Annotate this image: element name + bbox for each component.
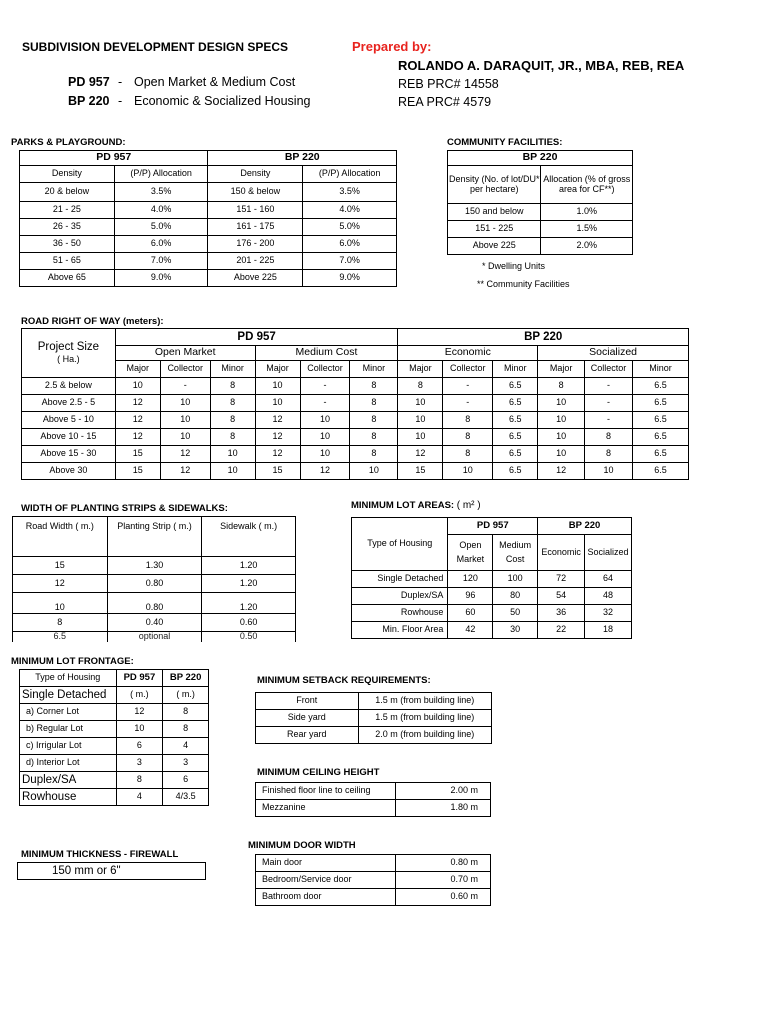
table-cell: 151 - 160 [208, 202, 303, 219]
table-cell: 6.5 [493, 463, 538, 480]
table-cell: 15 [115, 446, 160, 463]
table-cell: 1.5 m (from building line) [358, 693, 491, 710]
road-section-title: ROAD RIGHT OF WAY (meters): [21, 316, 164, 327]
table-cell: 10 [13, 593, 108, 614]
table-cell: Above 225 [448, 238, 541, 255]
road-col-major: Major [115, 361, 160, 378]
lot-areas-pd957-header: PD 957 [448, 518, 538, 535]
table-cell: 6.5 [493, 378, 538, 395]
road-col-minor: Minor [350, 361, 398, 378]
table-cell: 15 [398, 463, 443, 480]
road-col-collector: Collector [585, 361, 633, 378]
road-socialized-header: Socialized [538, 346, 689, 361]
table-cell: d) Interior Lot [20, 755, 117, 772]
table-cell: Side yard [256, 710, 359, 727]
road-pd957-header: PD 957 [115, 329, 398, 346]
table-cell: 0.80 m [396, 855, 491, 872]
frontage-bp220-header: BP 220 [163, 670, 209, 687]
table-row [256, 855, 491, 872]
table-cell: 36 [538, 605, 585, 622]
table-row [13, 632, 296, 642]
table-cell: 5.0% [114, 219, 208, 236]
table-cell: 12 [255, 412, 300, 429]
table-cell: 12 [115, 429, 160, 446]
table-cell: 1.30 [107, 557, 202, 575]
table-cell: a) Corner Lot [20, 704, 117, 721]
table-cell: 10 [538, 412, 585, 429]
table-cell: 30 [493, 622, 538, 639]
table-cell: Duplex/SA [352, 588, 448, 605]
lot-areas-section-title [351, 500, 481, 511]
frontage-type-header: Type of Housing [20, 670, 117, 687]
lot-areas-title: MINIMUM LOT AREAS: [351, 500, 455, 511]
table-row [22, 463, 689, 480]
table-cell: 150 and below [448, 204, 541, 221]
table-cell: 8 [116, 772, 163, 789]
frontage-table [19, 669, 209, 806]
table-cell: 12 [115, 395, 160, 412]
table-cell: 10 [300, 412, 350, 429]
community-col-alloc: Allocation (% of gross area for CF**) [541, 166, 633, 204]
lot-areas-unit: ( m² ) [456, 500, 481, 511]
table-cell: 18 [585, 622, 632, 639]
table-cell: 12 [255, 446, 300, 463]
road-col-minor: Minor [633, 361, 689, 378]
table-cell: 8 [210, 378, 255, 395]
community-bp220-header: BP 220 [448, 151, 633, 166]
table-cell: 8 [443, 412, 493, 429]
community-section-title: COMMUNITY FACILITIES: [447, 137, 563, 148]
table-cell: 6.0% [114, 236, 208, 253]
planting-col-strip: Planting Strip ( m.) [107, 517, 202, 557]
table-cell: 2.0% [541, 238, 633, 255]
table-row [20, 755, 209, 772]
table-cell: - [443, 378, 493, 395]
table-cell: 10 [398, 395, 443, 412]
table-cell: Bedroom/Service door [256, 872, 396, 889]
community-table [447, 150, 633, 255]
table-cell: 60 [448, 605, 493, 622]
door-section-title: MINIMUM DOOR WIDTH [248, 840, 356, 851]
parks-col-density: Density [208, 166, 303, 183]
table-row [352, 605, 632, 622]
parks-table [19, 150, 397, 287]
road-table [21, 328, 689, 480]
table-cell: 1.20 [202, 557, 296, 575]
table-row [20, 236, 397, 253]
table-cell: 8 [443, 429, 493, 446]
table-row [13, 575, 296, 593]
table-cell: 8 [350, 378, 398, 395]
table-cell: 12 [160, 463, 210, 480]
table-cell: 10 [255, 378, 300, 395]
table-cell: 6.5 [633, 429, 689, 446]
table-cell: - [443, 395, 493, 412]
table-cell: 8 [443, 446, 493, 463]
door-table [255, 854, 491, 906]
planting-table [12, 516, 296, 642]
ceiling-table [255, 782, 491, 817]
community-facilities-note: ** Community Facilities [477, 279, 570, 289]
firewall-section-title: MINIMUM THICKNESS - FIREWALL [21, 849, 179, 860]
law-desc: Economic & Socialized Housing [134, 94, 311, 108]
setback-table [255, 692, 492, 744]
table-row [352, 571, 632, 588]
table-cell: 10 [350, 463, 398, 480]
table-row [256, 710, 492, 727]
table-row [256, 727, 492, 744]
table-cell: 10 [300, 446, 350, 463]
table-row [20, 772, 209, 789]
table-cell: 1.5 m (from building line) [358, 710, 491, 727]
table-cell: 6.5 [493, 429, 538, 446]
table-cell: 201 - 225 [208, 253, 303, 270]
table-cell: 42 [448, 622, 493, 639]
table-cell: 6.0% [303, 236, 397, 253]
table-cell: 6.5 [633, 412, 689, 429]
law-dash: - [118, 94, 123, 108]
road-open-market-header: Open Market [115, 346, 255, 361]
table-cell: 8 [210, 429, 255, 446]
table-cell: 2.0 m (from building line) [358, 727, 491, 744]
lot-areas-col-open-market: Open Market [448, 535, 493, 571]
table-cell: 1.0% [541, 204, 633, 221]
table-cell: 4 [116, 789, 163, 806]
table-cell: 6.5 [493, 446, 538, 463]
table-cell: 48 [585, 588, 632, 605]
table-cell: - [585, 378, 633, 395]
table-cell: 4/3.5 [163, 789, 209, 806]
table-row [448, 221, 633, 238]
table-cell: 6.5 [633, 446, 689, 463]
table-cell: 12 [255, 429, 300, 446]
table-cell: 10 [300, 429, 350, 446]
table-cell: 1.20 [202, 593, 296, 614]
project-size-unit: ( Ha.) [57, 354, 80, 365]
lot-areas-col-socialized: Socialized [585, 535, 632, 571]
table-cell: 9.0% [114, 270, 208, 287]
table-cell: 0.40 [107, 614, 202, 632]
table-row [20, 183, 397, 202]
table-cell: - [300, 378, 350, 395]
table-cell: b) Regular Lot [20, 721, 117, 738]
table-row [352, 622, 632, 639]
table-cell: 10 [398, 412, 443, 429]
table-cell: 32 [585, 605, 632, 622]
table-cell: 20 & below [20, 183, 115, 202]
table-cell: 8 [163, 704, 209, 721]
table-cell: 4.0% [303, 202, 397, 219]
table-cell: 10 [160, 395, 210, 412]
law-desc: Open Market & Medium Cost [134, 75, 296, 89]
table-row [256, 783, 491, 800]
law-bp220 [68, 94, 310, 108]
table-cell: 10 [160, 412, 210, 429]
table-row [22, 429, 689, 446]
law-code: PD 957 [68, 75, 110, 89]
table-cell: 120 [448, 571, 493, 588]
table-cell: 80 [493, 588, 538, 605]
table-row [22, 395, 689, 412]
table-cell: 8 [13, 614, 108, 632]
lot-areas-col-medium-cost: Medium Cost [493, 535, 538, 571]
frontage-pd957-header: PD 957 [116, 670, 163, 687]
table-cell: Rowhouse [20, 789, 117, 806]
table-cell: 0.60 m [396, 889, 491, 906]
lot-areas-bp220-header: BP 220 [538, 518, 632, 535]
table-row [20, 202, 397, 219]
table-cell: - [585, 395, 633, 412]
table-row [22, 412, 689, 429]
table-row [256, 889, 491, 906]
table-cell: 54 [538, 588, 585, 605]
table-cell: 8 [350, 395, 398, 412]
table-cell: 8 [350, 429, 398, 446]
frontage-section-title: MINIMUM LOT FRONTAGE: [11, 656, 134, 667]
table-cell: 10 [210, 463, 255, 480]
road-col-collector: Collector [443, 361, 493, 378]
table-row [256, 693, 492, 710]
table-cell: 22 [538, 622, 585, 639]
table-cell: - [300, 395, 350, 412]
table-cell: optional [107, 632, 202, 642]
table-cell: 12 [115, 412, 160, 429]
table-cell: 1.20 [202, 575, 296, 593]
table-cell: 1.80 m [396, 800, 491, 817]
road-bp220-header: BP 220 [398, 329, 689, 346]
road-economic-header: Economic [398, 346, 538, 361]
table-row [20, 704, 209, 721]
table-cell: 6.5 [493, 395, 538, 412]
table-cell: 3 [163, 755, 209, 772]
reb-license: REB PRC# 14558 [398, 77, 499, 91]
table-cell: Rear yard [256, 727, 359, 744]
table-cell: 8 [398, 378, 443, 395]
table-cell: 12 [13, 575, 108, 593]
table-row [448, 204, 633, 221]
table-cell: 150 & below [208, 183, 303, 202]
table-row [352, 588, 632, 605]
table-cell: 10 [538, 395, 585, 412]
table-cell: Rowhouse [352, 605, 448, 622]
table-cell: 26 - 35 [20, 219, 115, 236]
table-cell: 6.5 [633, 463, 689, 480]
project-size-cell: Above 10 - 15 [22, 429, 116, 446]
project-size-cell: Above 5 - 10 [22, 412, 116, 429]
table-cell: Front [256, 693, 359, 710]
table-cell: 10 [255, 395, 300, 412]
table-cell: 12 [160, 446, 210, 463]
table-row [22, 378, 689, 395]
parks-pd957-header: PD 957 [20, 151, 208, 166]
table-cell: 4 [163, 738, 209, 755]
rea-license: REA PRC# 4579 [398, 95, 492, 109]
table-cell: 1.5% [541, 221, 633, 238]
road-col-major: Major [255, 361, 300, 378]
road-col-collector: Collector [160, 361, 210, 378]
table-cell: 8 [210, 412, 255, 429]
table-cell: 10 [116, 721, 163, 738]
table-cell: Mezzanine [256, 800, 396, 817]
table-cell: 151 - 225 [448, 221, 541, 238]
law-code: BP 220 [68, 94, 110, 108]
road-project-size-header [22, 329, 116, 378]
table-row [256, 800, 491, 817]
table-cell: 6.5 [13, 632, 108, 642]
table-cell: 8 [210, 395, 255, 412]
table-cell: Above 225 [208, 270, 303, 287]
table-cell: 5.0% [303, 219, 397, 236]
lot-areas-table [351, 517, 632, 639]
dwelling-units-note: * Dwelling Units [482, 261, 546, 271]
parks-col-alloc: (P/P) Allocation [303, 166, 397, 183]
table-cell: 12 [398, 446, 443, 463]
prepared-by-label: Prepared by: [352, 39, 432, 54]
table-row [20, 738, 209, 755]
table-cell: 12 [300, 463, 350, 480]
table-cell: 15 [13, 557, 108, 575]
table-cell: c) Irrigular Lot [20, 738, 117, 755]
table-cell: 2.00 m [396, 783, 491, 800]
table-cell: 36 - 50 [20, 236, 115, 253]
table-cell: 0.50 [202, 632, 296, 642]
frontage-unit: ( m.) [116, 687, 163, 704]
frontage-single-detached: Single Detached [20, 687, 117, 704]
table-cell: 15 [255, 463, 300, 480]
table-cell: 0.70 m [396, 872, 491, 889]
table-cell: 6.5 [633, 378, 689, 395]
table-cell: 10 [538, 446, 585, 463]
table-row [256, 872, 491, 889]
parks-section-title: PARKS & PLAYGROUND: [11, 137, 126, 148]
setback-section-title: MINIMUM SETBACK REQUIREMENTS: [257, 675, 431, 686]
table-cell: Duplex/SA [20, 772, 117, 789]
table-row [20, 270, 397, 287]
table-row [20, 721, 209, 738]
table-row [448, 238, 633, 255]
table-cell: 8 [538, 378, 585, 395]
lot-areas-col-economic: Economic [538, 535, 585, 571]
table-cell: 176 - 200 [208, 236, 303, 253]
table-cell: 0.80 [107, 593, 202, 614]
project-size-label: Project Size [37, 340, 100, 353]
table-cell: 8 [350, 412, 398, 429]
table-cell: 6 [163, 772, 209, 789]
table-cell: 161 - 175 [208, 219, 303, 236]
law-pd957 [68, 75, 295, 89]
author-name: ROLANDO A. DARAQUIT, JR., MBA, REB, REA [398, 58, 685, 73]
table-cell: - [160, 378, 210, 395]
table-cell: 8 [585, 429, 633, 446]
table-cell: 100 [493, 571, 538, 588]
table-cell: 0.60 [202, 614, 296, 632]
table-cell: 3.5% [303, 183, 397, 202]
table-row [20, 219, 397, 236]
table-cell: 10 [443, 463, 493, 480]
table-cell: 7.0% [303, 253, 397, 270]
frontage-unit: ( m.) [163, 687, 209, 704]
community-col-density: Density (No. of lot/DU* per hectare) [448, 166, 541, 204]
table-cell: 7.0% [114, 253, 208, 270]
table-cell: 0.80 [107, 575, 202, 593]
table-cell: 10 [585, 463, 633, 480]
firewall-value: 150 mm or 6" [17, 862, 206, 880]
table-cell: 4.0% [114, 202, 208, 219]
table-cell: 12 [116, 704, 163, 721]
ceiling-section-title: MINIMUM CEILING HEIGHT [257, 767, 380, 778]
table-cell: 6.5 [633, 395, 689, 412]
table-cell: 10 [398, 429, 443, 446]
table-row [20, 253, 397, 270]
table-cell: 10 [160, 429, 210, 446]
road-col-major: Major [538, 361, 585, 378]
parks-col-alloc: (P/P) Allocation [114, 166, 208, 183]
document-title: SUBDIVISION DEVELOPMENT DESIGN SPECS [22, 40, 289, 54]
table-cell: 8 [163, 721, 209, 738]
table-cell: 6 [116, 738, 163, 755]
table-row [13, 557, 296, 575]
table-cell: 8 [585, 446, 633, 463]
road-col-minor: Minor [210, 361, 255, 378]
law-dash: - [118, 75, 123, 89]
road-col-collector: Collector [300, 361, 350, 378]
table-cell: 9.0% [303, 270, 397, 287]
table-row [13, 614, 296, 632]
planting-col-walk: Sidewalk ( m.) [202, 517, 296, 557]
road-col-major: Major [398, 361, 443, 378]
table-cell: Main door [256, 855, 396, 872]
table-cell: 10 [210, 446, 255, 463]
table-cell: 51 - 65 [20, 253, 115, 270]
table-cell: 21 - 25 [20, 202, 115, 219]
table-cell: 10 [538, 429, 585, 446]
lot-areas-type-header: Type of Housing [352, 518, 448, 571]
table-cell: 64 [585, 571, 632, 588]
planting-col-road: Road Width ( m.) [13, 517, 108, 557]
planting-section-title: WIDTH OF PLANTING STRIPS & SIDEWALKS: [21, 503, 228, 514]
table-cell: Above 65 [20, 270, 115, 287]
table-cell: Min. Floor Area [352, 622, 448, 639]
table-cell: 10 [115, 378, 160, 395]
table-cell: - [585, 412, 633, 429]
table-cell: 96 [448, 588, 493, 605]
table-cell: Bathroom door [256, 889, 396, 906]
road-col-minor: Minor [493, 361, 538, 378]
table-cell: 6.5 [493, 412, 538, 429]
table-row [20, 789, 209, 806]
table-cell: 3.5% [114, 183, 208, 202]
project-size-cell: Above 15 - 30 [22, 446, 116, 463]
project-size-cell: Above 2.5 - 5 [22, 395, 116, 412]
table-cell: 12 [538, 463, 585, 480]
table-cell: 8 [350, 446, 398, 463]
table-row [13, 593, 296, 614]
project-size-cell: 2.5 & below [22, 378, 116, 395]
table-cell: Finished floor line to ceiling [256, 783, 396, 800]
table-cell: 3 [116, 755, 163, 772]
table-cell: 15 [115, 463, 160, 480]
road-medium-cost-header: Medium Cost [255, 346, 398, 361]
project-size-cell: Above 30 [22, 463, 116, 480]
parks-bp220-header: BP 220 [208, 151, 397, 166]
parks-col-density: Density [20, 166, 115, 183]
table-cell: 50 [493, 605, 538, 622]
table-row [22, 446, 689, 463]
table-cell: 72 [538, 571, 585, 588]
table-cell: Single Detached [352, 571, 448, 588]
